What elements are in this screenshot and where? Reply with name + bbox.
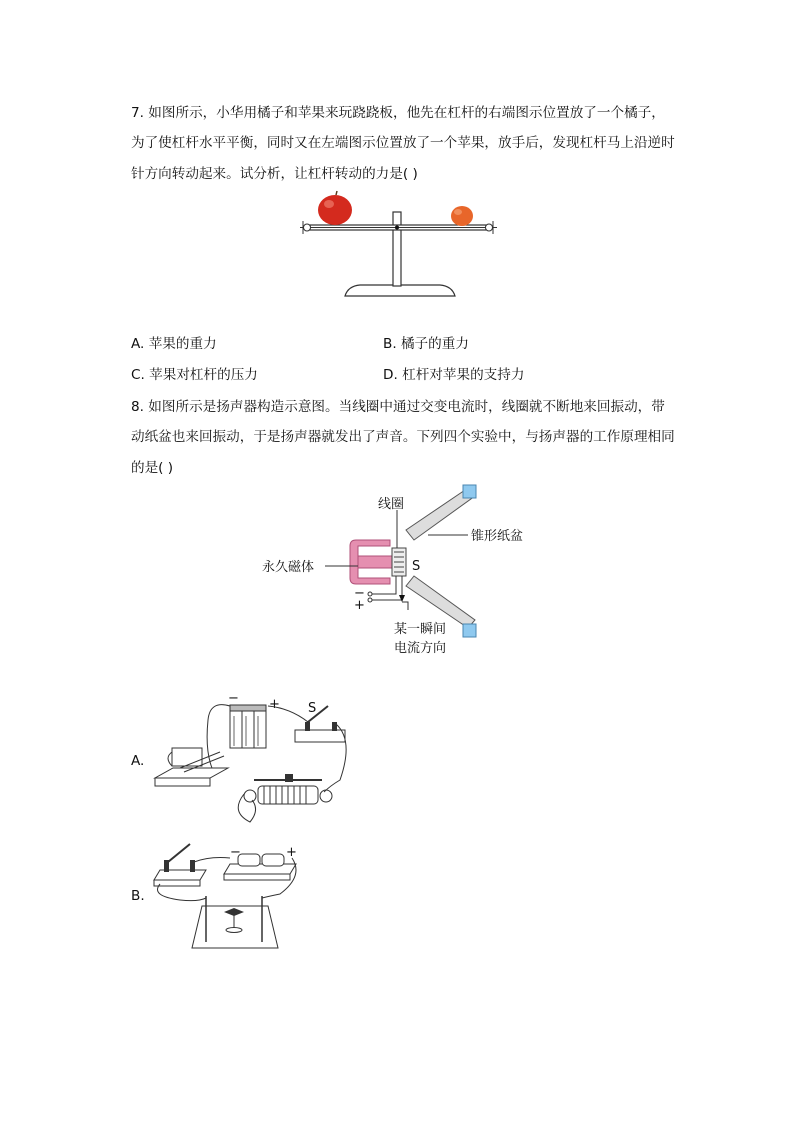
speaker-structure-figure	[258, 482, 538, 662]
minus-terminal-label: −	[354, 586, 365, 601]
orange	[451, 206, 473, 226]
battery-plus-label: +	[286, 845, 297, 860]
switch-s-label: S	[308, 701, 317, 716]
battery-minus-label: −	[228, 691, 239, 706]
q8-text-line-2: 动纸盆也来回振动，于是扬声器就发出了声音。下列四个实验中，与扬声器的工作原理相同	[131, 429, 675, 445]
current-label-line-2: 电流方向	[394, 641, 447, 656]
option-b-figure[interactable]	[150, 836, 310, 954]
magnet-rail	[155, 748, 228, 786]
magnet-label: 永久磁体	[262, 560, 315, 575]
q7-text-line-3: 针方向转动起来。试分析，让杠杆转动的力是( )	[131, 166, 418, 182]
battery-minus-label: −	[230, 845, 241, 860]
pole-s-label: S	[412, 559, 421, 574]
compass-board	[192, 896, 278, 948]
battery-plus-label: +	[269, 697, 280, 712]
apple	[318, 191, 352, 225]
switch	[295, 706, 345, 742]
q7-text-line-1: 7. 如图所示，小华用橘子和苹果来玩跷跷板，他先在杠杆的右端图示位置放了一个橘子，	[131, 105, 665, 121]
q7-option-d[interactable]: D. 杠杆对苹果的支持力	[383, 367, 525, 383]
plus-terminal-label: +	[354, 598, 365, 613]
pivot	[395, 226, 399, 230]
switch	[154, 844, 206, 886]
q8-text-line-3: 的是( )	[131, 460, 174, 476]
lever-pillar	[393, 212, 401, 286]
q8-text-line-1: 8. 如图所示是扬声器构造示意图。当线圈中通过交变电流时，线圈就不断地来回振动，带	[131, 399, 665, 415]
cone-lower	[406, 576, 475, 628]
cone-edge-top	[463, 485, 476, 498]
q7-option-a[interactable]: A. 苹果的重力	[131, 336, 217, 352]
cone-edge-bottom	[463, 624, 476, 637]
rheostat	[244, 774, 332, 804]
battery	[230, 705, 266, 748]
q8-option-b-label[interactable]: B.	[131, 888, 145, 904]
q8-option-a-label[interactable]: A.	[131, 753, 145, 769]
q7-text-line-2: 为了使杠杆水平平衡，同时又在左端图示位置放了一个苹果，放手后，发现杠杆马上沿逆时	[131, 135, 675, 151]
coil-label: 线圈	[378, 497, 405, 512]
lever-base	[345, 285, 455, 296]
q7-option-b[interactable]: B. 橘子的重力	[383, 336, 469, 352]
current-label-line-1: 某一瞬间	[394, 622, 447, 637]
lever-seesaw-figure	[290, 188, 505, 300]
cone-label: 锥形纸盆	[471, 529, 524, 544]
q7-option-c[interactable]: C. 苹果对杠杆的压力	[131, 367, 258, 383]
option-a-figure[interactable]	[150, 690, 360, 825]
